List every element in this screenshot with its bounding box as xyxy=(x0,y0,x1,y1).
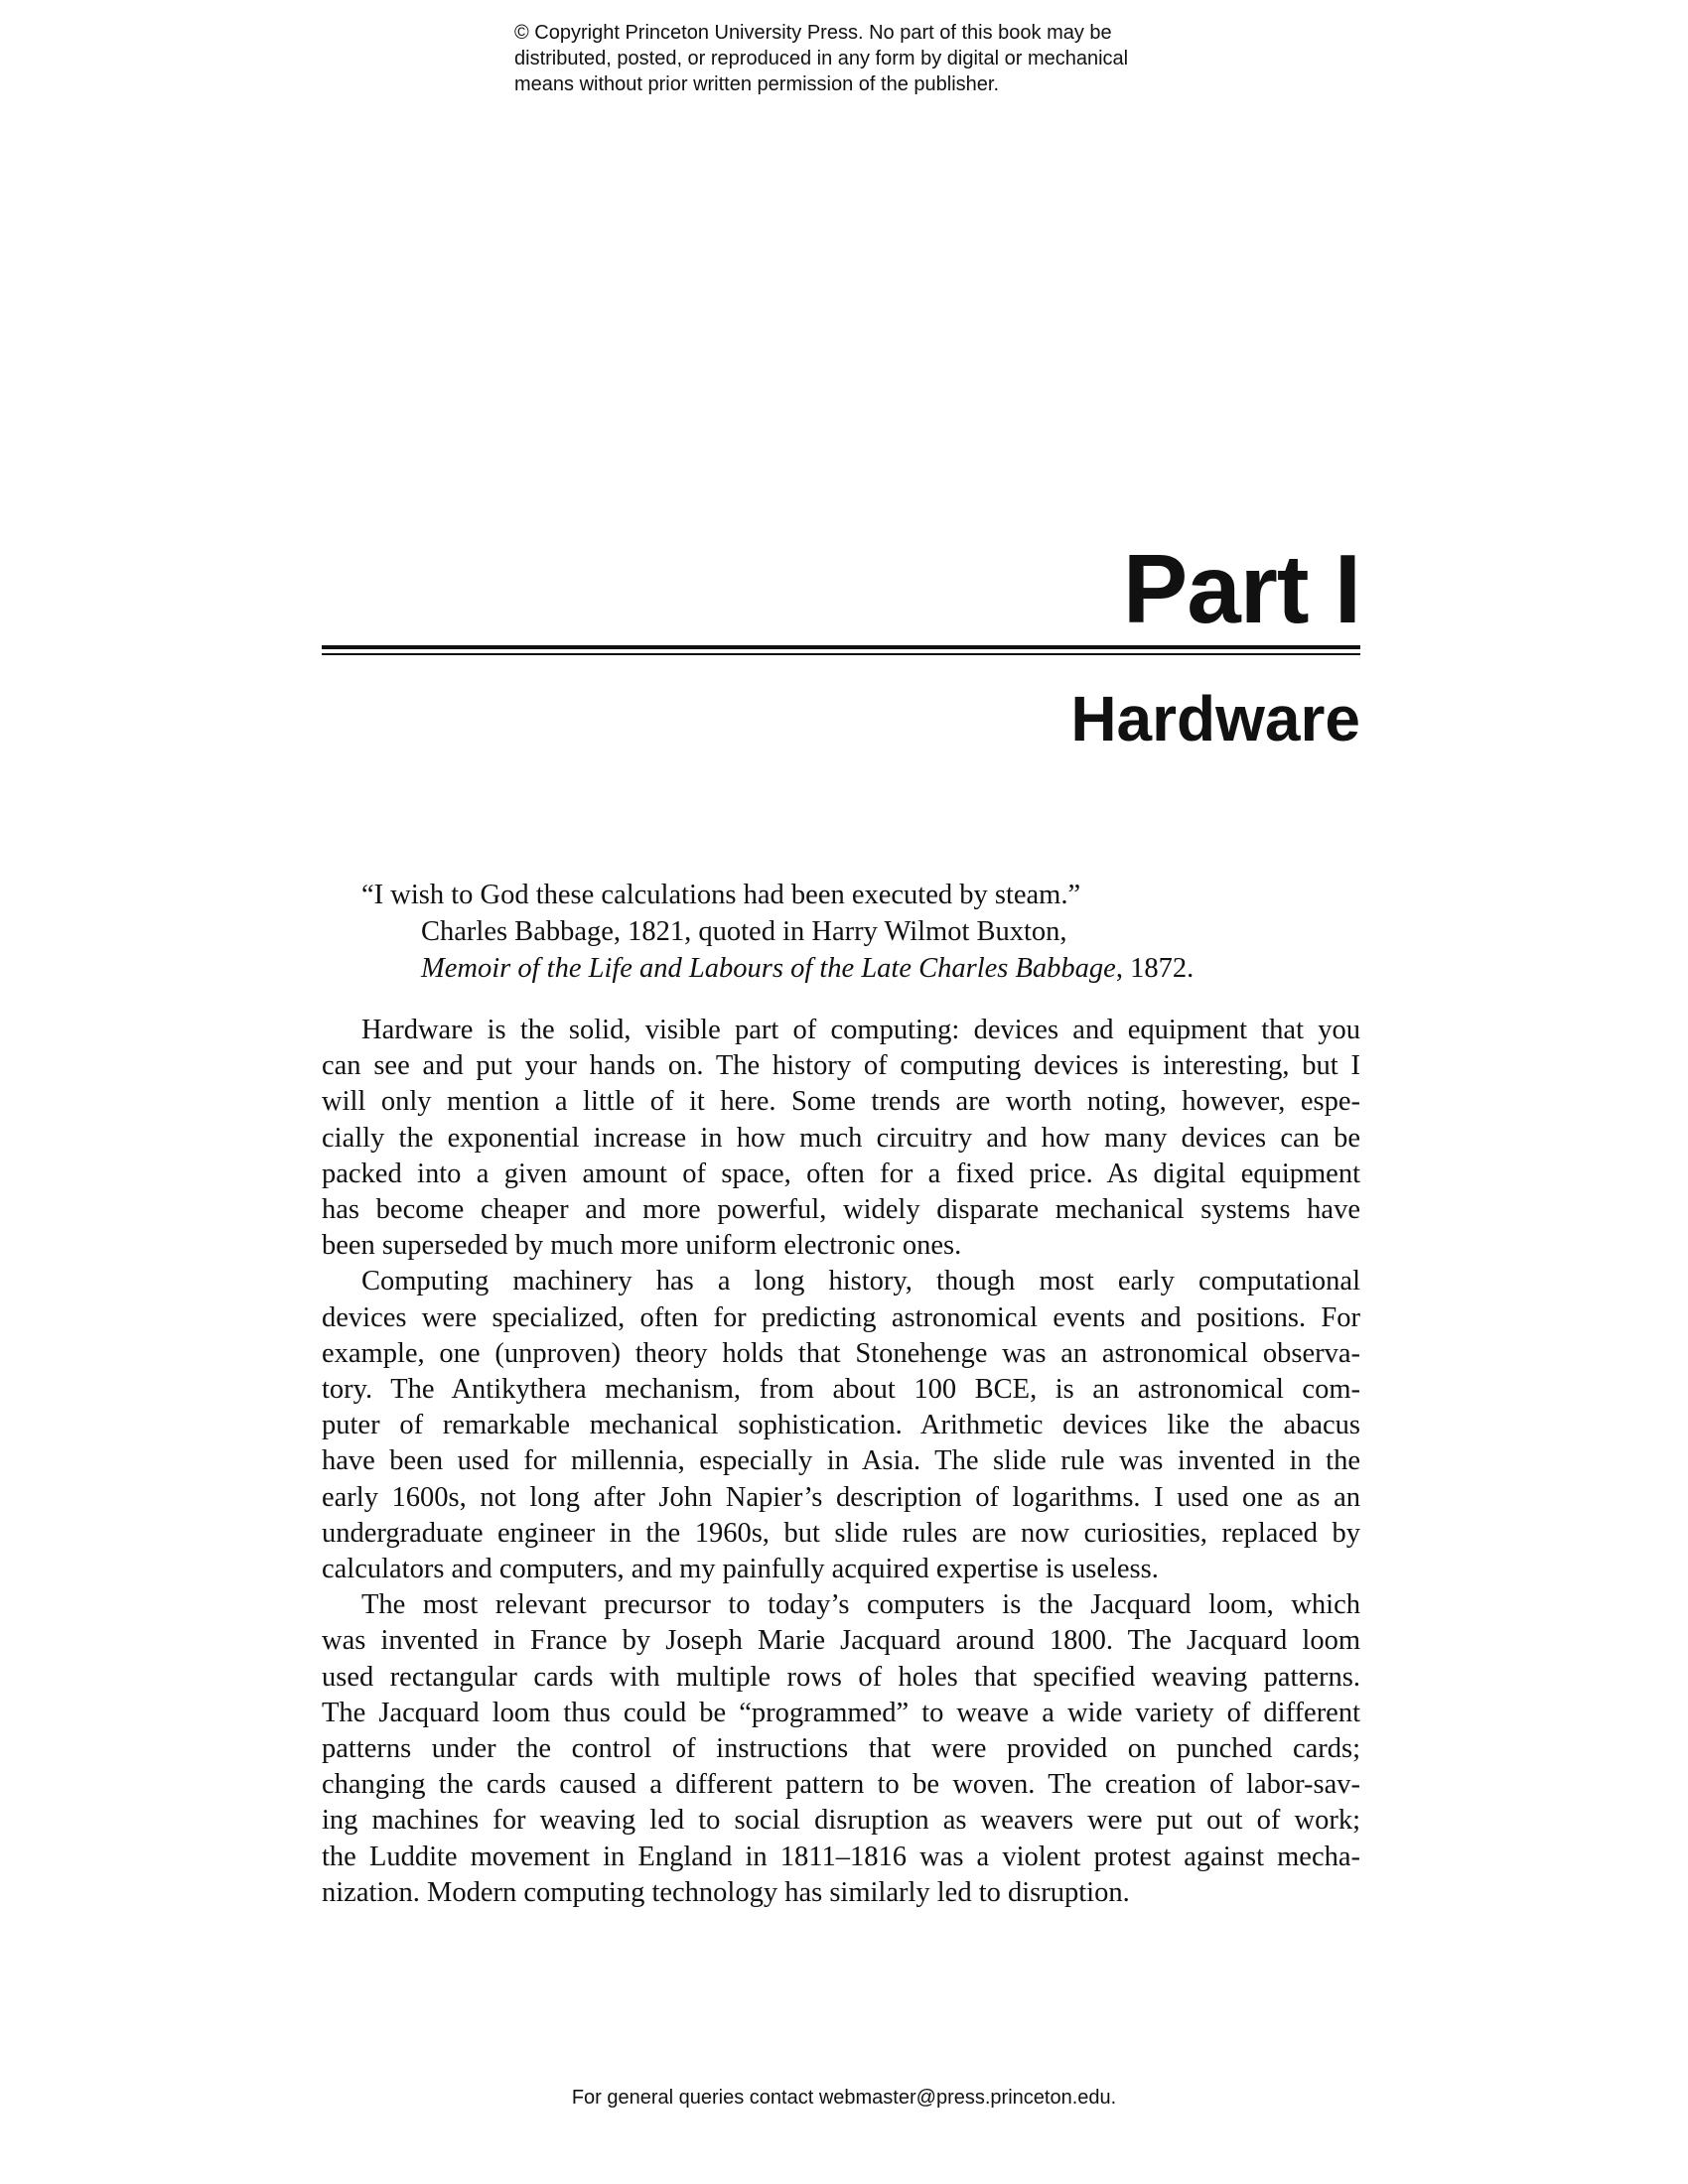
paragraph-line: cially the exponential increase in how much circuitry and how many devices can be xyxy=(322,1122,1360,1154)
paragraph-line: patterns under the control of instructions that were provided on punched cards; xyxy=(322,1733,1360,1765)
epigraph xyxy=(361,877,1360,987)
paragraph-line: will only mention a little of it here. Some trends are worth noting, however, espe- xyxy=(322,1086,1360,1118)
paragraph-line: tory. The Antikythera mechanism, from about 100 BCE, is an astronomical com- xyxy=(322,1374,1360,1406)
paragraph-line: The most relevant precursor to today’s computers is the Jacquard loom, which xyxy=(361,1589,1360,1621)
copyright-line: means without prior written permission of the publisher. xyxy=(514,73,1000,95)
paragraph-line: nization. Modern computing technology has similarly led to disruption. xyxy=(322,1876,1130,1908)
epigraph-attribution: Charles Babbage, 1821, quoted in Harry Wilmot Buxton, xyxy=(421,916,1067,947)
paragraph-line: the Luddite movement in England in 1811–1816 was a violent protest against mecha- xyxy=(322,1841,1360,1872)
paragraph-line: early 1600s, not long after John Napier’s description of logarithms. I used one as an xyxy=(322,1481,1360,1513)
body-paragraph xyxy=(322,1587,1360,1911)
title-rule-thin xyxy=(322,653,1360,655)
epigraph-source-suffix: , 1872. xyxy=(1115,953,1195,984)
paragraph-line: ing machines for weaving led to social disruption as weavers were put out of work; xyxy=(322,1805,1360,1837)
copyright-line: distributed, posted, or reproduced in any form by digital or mechanical xyxy=(514,48,1129,69)
paragraph-line: changing the cards caused a different pattern to be woven. The creation of labor-sav- xyxy=(322,1769,1360,1801)
epigraph-quote: “I wish to God these calculations had been executed by steam.” xyxy=(361,880,1081,910)
paragraph-line: undergraduate engineer in the 1960s, but slide rules are now curiosities, replaced by xyxy=(322,1517,1360,1549)
body-paragraph xyxy=(322,1013,1360,1264)
paragraph-line: calculators and computers, and my painfully acquired expertise is useless. xyxy=(322,1554,1159,1585)
paragraph-line: The Jacquard loom thus could be “programmed” to weave a wide variety of different xyxy=(322,1697,1360,1728)
part-title: Part I xyxy=(1122,534,1360,643)
paragraph-line: has become cheaper and more powerful, widely disparate mechanical systems have xyxy=(322,1194,1360,1226)
paragraph-line: devices were specialized, often for predicting astronomical events and positions. For xyxy=(322,1301,1360,1333)
copyright-line: © Copyright Princeton University Press. No part of this book may be xyxy=(514,22,1112,44)
paragraph-line: been superseded by much more uniform electronic ones. xyxy=(322,1230,962,1262)
copyright-notice xyxy=(514,20,1229,97)
footer-contact: For general queries contact webmaster@press.princeton.edu. xyxy=(571,2087,1117,2109)
paragraph-line: used rectangular cards with multiple rows of holes that specified weaving patterns. xyxy=(322,1661,1360,1693)
paragraph-line: Hardware is the solid, visible part of computing: devices and equipment that you xyxy=(361,1015,1360,1045)
epigraph-source-title: Memoir of the Life and Labours of the Late Charles Babbage xyxy=(421,953,1116,984)
part-subtitle: Hardware xyxy=(1070,683,1360,754)
epigraph-source xyxy=(361,950,1360,987)
title-rule-thick xyxy=(322,645,1360,649)
body-paragraph xyxy=(322,1264,1360,1587)
paragraph-line: packed into a given amount of space, often for a fixed price. As digital equipment xyxy=(322,1158,1360,1189)
paragraph-line: have been used for millennia, especially in Asia. The slide rule was invented in the xyxy=(322,1445,1360,1477)
paragraph-line: can see and put your hands on. The history of computing devices is interesting, but I xyxy=(322,1050,1360,1082)
paragraph-line: Computing machinery has a long history, though most early computational xyxy=(361,1266,1360,1297)
paragraph-line: example, one (unproven) theory holds that Stonehenge was an astronomical observa- xyxy=(322,1337,1360,1369)
paragraph-line: was invented in France by Joseph Marie Jacquard around 1800. The Jacquard loom xyxy=(322,1625,1360,1657)
body-text xyxy=(322,1013,1360,1911)
paragraph-line: puter of remarkable mechanical sophistication. Arithmetic devices like the abacus xyxy=(322,1410,1360,1441)
